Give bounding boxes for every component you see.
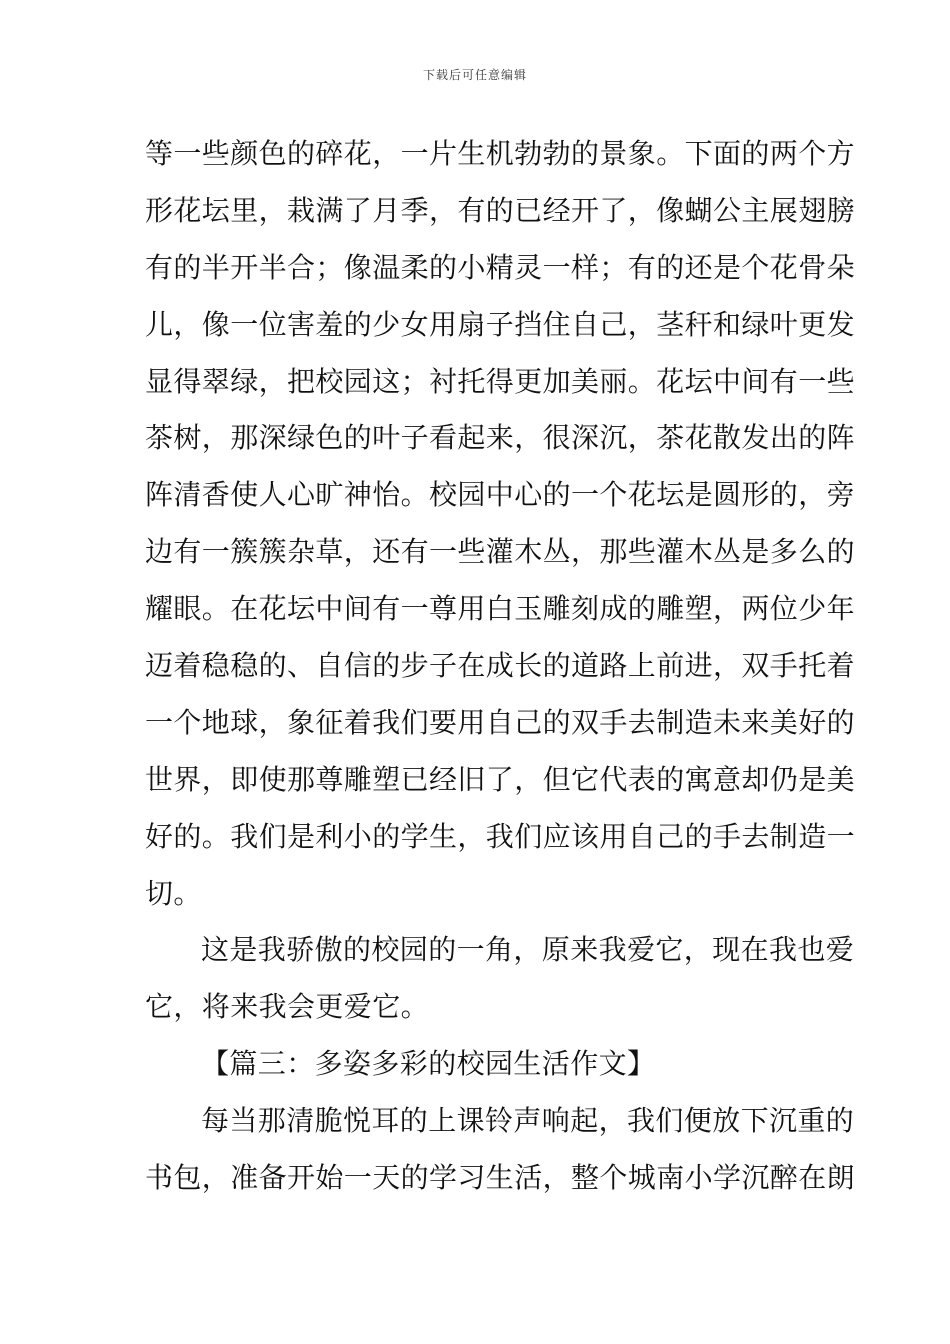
text-line: 等一些颜色的碎花，一片生机勃勃的景象。下面的两个方 [145, 137, 856, 170]
text-line: 边有一簇簇杂草，还有一些灌木丛，那些灌木丛是多么的 [145, 535, 856, 569]
text-line: 茶树，那深绿色的叶子看起来，很深沉，茶花散发出的阵 [145, 421, 856, 455]
paragraph-start-line: 这是我骄傲的校园的一角，原来我爱它，现在我也爱 [201, 933, 855, 967]
text-line: 形花坛里，栽满了月季，有的已经开了，像蝴公主展翅膀 [145, 193, 856, 227]
text-line: 耀眼。在花坛中间有一尊用白玉雕刻成的雕塑，两位少年 [145, 592, 856, 626]
text-line: 儿，像一位害羞的少女用扇子挡住自己，茎秆和绿叶更发 [145, 307, 856, 341]
text-line: 迈着稳稳的、自信的步子在成长的道路上前进，双手托着 [145, 649, 856, 683]
text-line: 阵清香使人心旷神怡。校园中心的一个花坛是圆形的，旁 [145, 478, 856, 512]
page-header: 下载后可任意编辑 [422, 68, 527, 82]
text-line: 切。 [145, 876, 202, 910]
section-heading: 【篇三：多姿多彩的校园生活作文】 [201, 1047, 656, 1081]
document-body [145, 126, 856, 1207]
text-line: 世界，即使那尊雕塑已经旧了，但它代表的寓意却仍是美 [145, 762, 856, 796]
text-line: 书包，准备开始一天的学习生活，整个城南小学沉醉在朗 [145, 1161, 856, 1195]
text-line: 好的。我们是利小的学生，我们应该用自己的手去制造一 [145, 819, 856, 853]
text-line: 有的半开半合；像温柔的小精灵一样；有的还是个花骨朵 [145, 250, 856, 284]
text-line: 显得翠绿，把校园这；衬托得更加美丽。花坛中间有一些 [145, 364, 856, 398]
paragraph-start-line: 每当那清脆悦耳的上课铃声响起，我们便放下沉重的 [201, 1104, 855, 1138]
text-line: 它，将来我会更爱它。 [145, 990, 430, 1024]
text-line: 一个地球，象征着我们要用自己的双手去制造未来美好的 [145, 705, 856, 739]
